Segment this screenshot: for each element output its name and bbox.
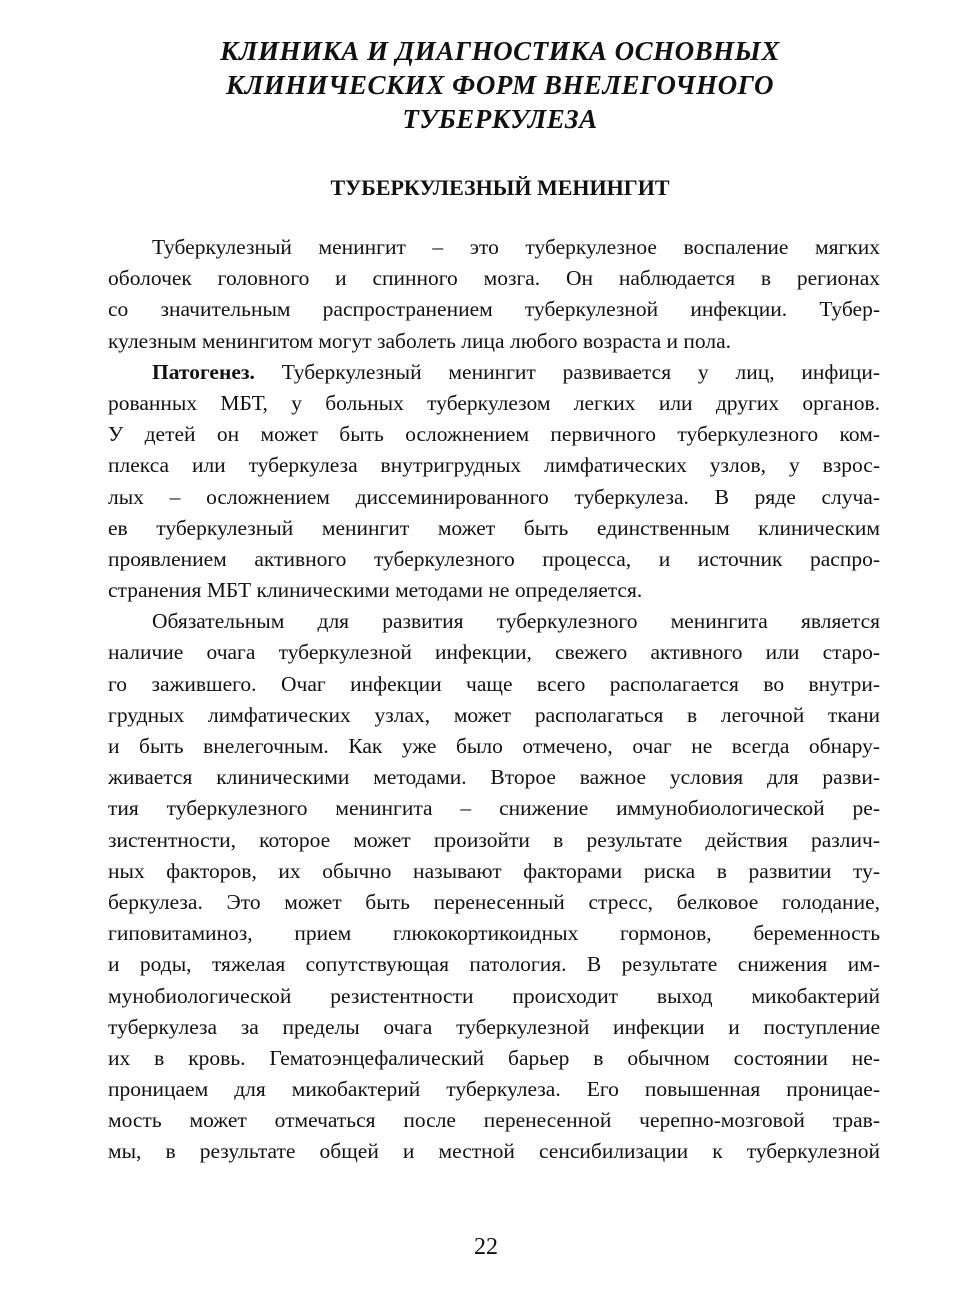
text-line: их в кровь. Гематоэнцефалический барьер в обычном состоянии не- xyxy=(108,1045,880,1070)
text-line: кулезным менингитом могут заболеть лица любого возраста и пола. xyxy=(108,328,732,353)
chapter-title xyxy=(150,34,850,136)
text-line: плекса или туберкулеза внутригрудных лимфатических узлов, у взрос- xyxy=(108,453,880,478)
text-line: наличие очага туберкулезной инфекции, свежего активного или старо- xyxy=(108,640,880,665)
chapter-title-line: КЛИНИКА И ДИАГНОСТИКА ОСНОВНЫХ xyxy=(220,36,780,66)
text-line: мы, в результате общей и местной сенсибилизации к туберкулезной xyxy=(108,1139,880,1164)
text-line: странения МБТ клиническими методами не определяется. xyxy=(108,578,643,603)
text-line: оболочек головного и спинного мозга. Он наблюдается в регионах xyxy=(108,266,880,291)
text-line: беркулеза. Это может быть перенесенный стресс, белковое голодание, xyxy=(108,889,880,914)
text-line: го зажившего. Очаг инфекции чаще всего располагается во внутри- xyxy=(108,671,880,696)
text-line xyxy=(108,357,880,388)
chapter-title-line: ТУБЕРКУЛЕЗА xyxy=(402,104,598,134)
text-line: зистентности, которое может произойти в результате действия различ- xyxy=(108,827,880,852)
text-line: ев туберкулезный менингит может быть единственным клиническим xyxy=(108,515,880,540)
text-line: У детей он может быть осложнением первичного туберкулезного ком- xyxy=(108,422,880,447)
text-line: грудных лимфатических узлах, может располагаться в легочной ткани xyxy=(108,702,880,727)
text-line: лых – осложнением диссеминированного туберкулеза. В ряде случа- xyxy=(108,484,880,509)
paragraph xyxy=(108,357,880,607)
text-line: и роды, тяжелая сопутствующая патология. В результате снижения им- xyxy=(108,952,880,977)
text-line: тия туберкулезного менингита – снижение иммунобиологической ре- xyxy=(108,796,880,821)
text-line: Туберкулезный менингит – это туберкулезное воспаление мягких xyxy=(152,235,880,259)
text-line: мунобиологической резистентности происходит выход микобактерий xyxy=(108,983,880,1008)
text-line: проявлением активного туберкулезного процесса, и источник распро- xyxy=(108,546,880,571)
text-line: и быть внелегочным. Как уже было отмечено, очаг не всегда обнару- xyxy=(108,734,880,758)
paragraph xyxy=(108,232,880,357)
text-line: рованных МБТ, у больных туберкулезом легких или других органов. xyxy=(108,390,880,415)
page-number: 22 xyxy=(474,1234,498,1260)
body-text xyxy=(108,232,880,1168)
text-line: проницаем для микобактерий туберкулеза. Его повышенная проницае- xyxy=(108,1077,880,1102)
text-line: Обязательным для развития туберкулезного менингита является xyxy=(152,609,880,634)
text-line: туберкулеза за пределы очага туберкулезной инфекции и поступление xyxy=(108,1014,880,1039)
term-pathogenesis: Патогенез. xyxy=(152,359,255,384)
paragraph xyxy=(108,606,880,1167)
section-title: ТУБЕРКУЛЕЗНЫЙ МЕНИНГИТ xyxy=(330,175,670,200)
text-line: мость может отмечаться после перенесенной черепно-мозговой трав- xyxy=(108,1108,880,1133)
text-segment: Туберкулезный менингит развивается у лиц, инфици- xyxy=(254,359,880,384)
text-line: живается клиническими методами. Второе важное условия для разви- xyxy=(108,765,880,790)
chapter-title-line: КЛИНИЧЕСКИХ ФОРМ ВНЕЛЕГОЧНОГО xyxy=(225,70,775,100)
text-line: гиповитаминоз, прием глюкокортикоидных гормонов, беременность xyxy=(108,921,880,946)
text-line: ных факторов, их обычно называют факторами риска в развитии ту- xyxy=(108,858,880,883)
text-line: со значительным распространением туберкулезной инфекции. Тубер- xyxy=(108,297,880,322)
